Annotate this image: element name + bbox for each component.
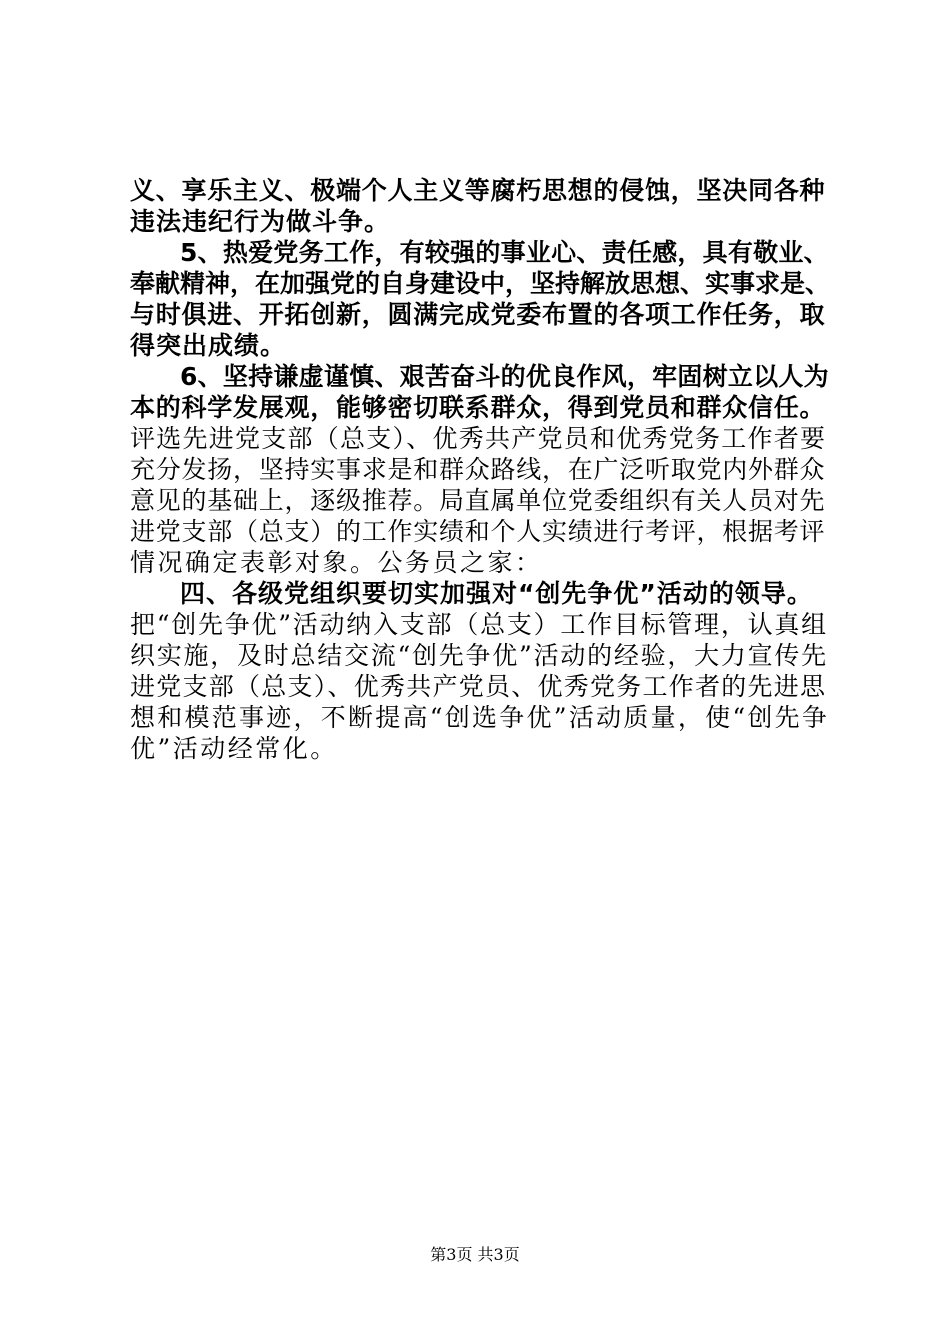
text-line: 想和模范事迹，不断提高“创选争优”活动质量，使“创先争 — [130, 703, 830, 732]
document-body — [130, 175, 830, 764]
text-line: 织实施，及时总结交流“创先争优”活动的经验，大力宣传先 — [130, 641, 828, 670]
page-number-footer: 第3页 共3页 — [430, 1245, 520, 1264]
text-line: 义、享乐主义、极端个人主义等腐朽思想的侵蚀，坚决同各种 — [130, 176, 826, 205]
text-line: 进党支部（总支）、优秀共产党员、优秀党务工作者的先进思 — [130, 672, 827, 701]
text-line: 把“创先争优”活动纳入支部（总支）工作目标管理，认真组 — [130, 610, 828, 639]
text-line: 评选先进党支部（总支）、优秀共产党员和优秀党务工作者要 — [130, 424, 827, 453]
text-line: 奉献精神，在加强党的自身建设中，坚持解放思想、实事求是、 — [130, 269, 831, 298]
text-line: 意见的基础上，逐级推荐。局直属单位党委组织有关人员对先 — [130, 486, 826, 515]
text-line: 进党支部（总支）的工作实绩和个人实绩进行考评，根据考评 — [130, 517, 826, 546]
text-line: 与时俱进、开拓创新，圆满完成党委布置的各项工作任务，取 — [130, 300, 826, 329]
text-line: 5、热爱党务工作，有较强的事业心、责任感，具有敬业、 — [180, 238, 829, 267]
text-line: 优”活动经常化。 — [130, 734, 338, 763]
text-line: 充分发扬，坚持实事求是和群众路线，在广泛听取党内外群众 — [130, 455, 826, 484]
text-line: 违法违纪行为做斗争。 — [130, 207, 391, 236]
text-line: 得突出成绩。 — [130, 331, 287, 360]
text-line: 本的科学发展观，能够密切联系群众，得到党员和群众信任。 — [130, 393, 826, 422]
text-line: 6、坚持谦虚谨慎、艰苦奋斗的优良作风，牢固树立以人为 — [180, 362, 829, 391]
text-line: 四、各级党组织要切实加强对“创先争优”活动的领导。 — [180, 579, 813, 608]
text-line: 情况确定表彰对象。公务员之家： — [130, 548, 543, 577]
